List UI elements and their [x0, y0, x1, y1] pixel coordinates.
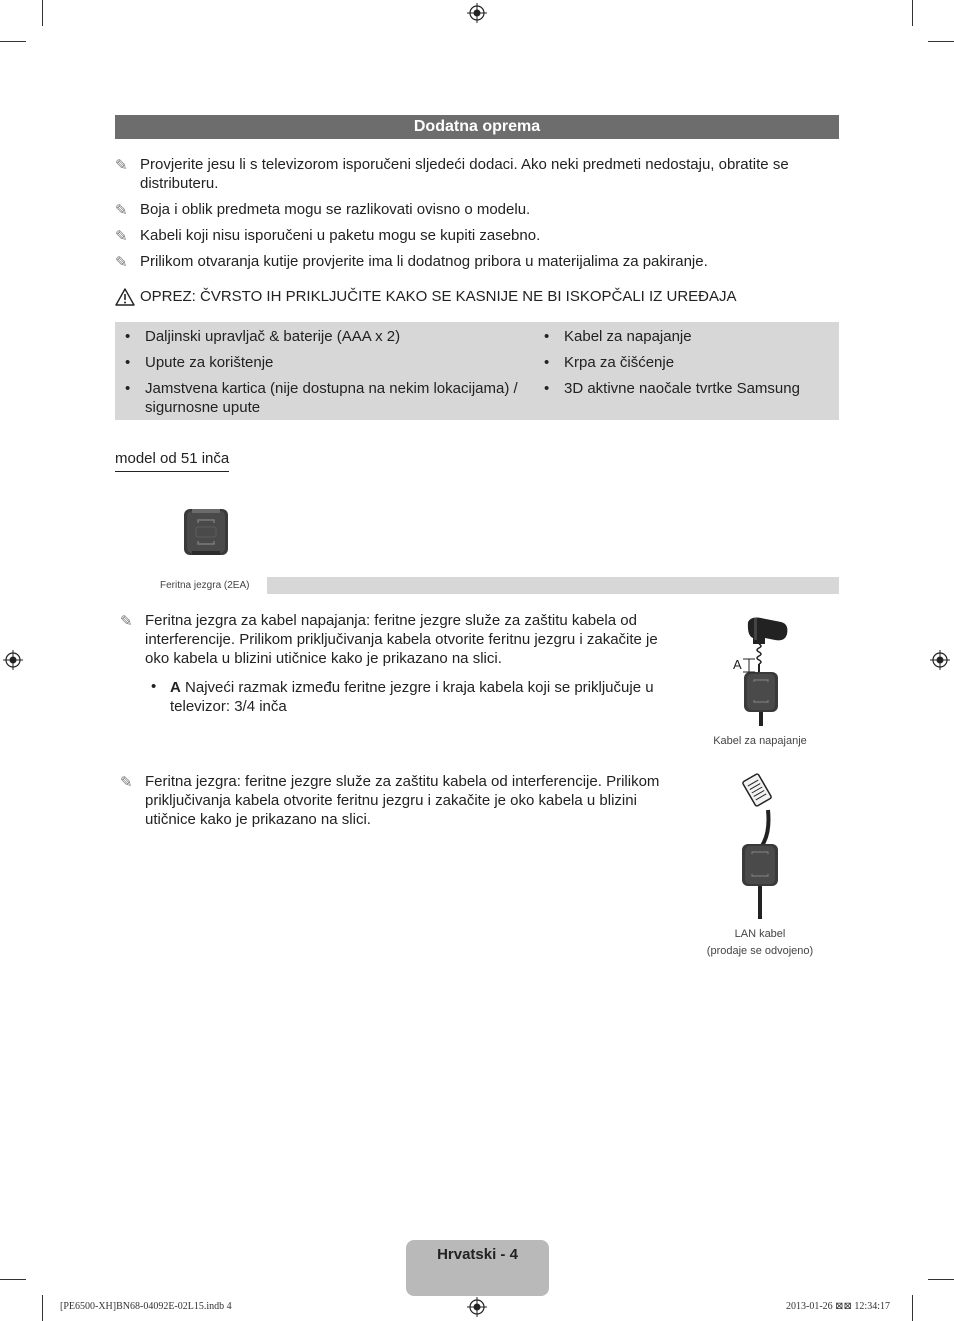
lan-cable-illustration	[730, 772, 790, 920]
note-item	[115, 155, 835, 195]
registration-mark-icon	[467, 3, 487, 23]
note-text: Provjerite jesu li s televizorom isporučeni sljedeći dodaci. Ako neki predmeti nedostaju, obratite se distributeru.	[140, 156, 789, 192]
bullet: •	[125, 380, 131, 397]
bullet: •	[125, 354, 131, 371]
print-slug-right: 2013-01-26 ⊠⊠ 12:34:17	[786, 1301, 890, 1312]
crop-mark	[928, 1279, 954, 1280]
accessory-label: Upute za korištenje	[145, 354, 274, 371]
bullet-letter: A	[170, 679, 181, 696]
note-item	[115, 226, 835, 246]
accessories-list	[115, 322, 839, 420]
bullet: •	[125, 328, 131, 345]
crop-mark	[928, 41, 954, 42]
note-item	[115, 252, 835, 272]
crop-mark	[0, 1279, 26, 1280]
power-cable-caption: Kabel za napajanje	[713, 735, 807, 747]
accessory-label: Daljinski upravljač & baterije (AAA x 2)	[145, 328, 401, 345]
registration-mark-icon	[467, 1297, 487, 1317]
lan-caption-line: LAN kabel	[734, 928, 786, 940]
accessory-label: Krpa za čišćenje	[564, 354, 675, 371]
pencil-note-icon: ✎	[115, 157, 128, 174]
section-title: Dodatna oprema	[115, 115, 839, 139]
lan-cable-note: Feritna jezgra: feritne jezgre služe za zaštitu kabela od interferencije. Prilikom priključivanja kabela otvorite feritnu jezgru i zakačite je oko kabela u blizini utičnice kako je prikazano na slici.	[145, 773, 660, 828]
lan-cable-caption	[690, 926, 830, 960]
bullet: •	[544, 380, 550, 397]
caution-text: OPREZ: ČVRSTO IH PRIKLJUČITE KAKO SE KASNIJE NE BI ISKOPČALI IZ UREĐAJA	[140, 288, 737, 305]
pencil-note-icon: ✎	[115, 254, 128, 271]
crop-mark	[912, 1295, 913, 1321]
power-cable-note: Feritna jezgra za kabel napajanja: feritne jezgre služe za zaštitu kabela od interferencije. Prilikom priključivanja kabela otvorite feritnu jezgru i zakačite je oko kabela u blizini utičnice kako je prikazano na slici.	[145, 612, 658, 667]
bullet: •	[544, 328, 550, 345]
pencil-note-icon: ✎	[115, 202, 128, 219]
pencil-note-icon: ✎	[115, 228, 128, 245]
accessory-label: Kabel za napajanje	[564, 328, 692, 345]
model-label: model od 51 inča	[115, 450, 229, 472]
crop-mark	[42, 1295, 43, 1321]
registration-mark-icon	[3, 650, 23, 670]
warning-triangle-icon	[115, 288, 135, 306]
crop-mark	[912, 0, 913, 26]
lan-caption-line: (prodaje se odvojeno)	[706, 945, 814, 957]
pencil-note-icon: ✎	[120, 774, 133, 791]
page-number: Hrvatski - 4	[437, 1246, 518, 1263]
bullet: •	[151, 678, 157, 695]
crop-mark	[42, 0, 43, 26]
accessory-label: 3D aktivne naočale tvrtke Samsung	[564, 380, 800, 397]
pencil-note-icon: ✎	[120, 613, 133, 630]
bullet-text: Najveći razmak između feritne jezgre i kraja kabela koji se priključuje u televizor: 3/4 inča	[170, 679, 654, 715]
caution-row	[115, 287, 835, 309]
note-text: Prilikom otvaranja kutije provjerite ima li dodatnog pribora u materijalima za pakiranje.	[140, 253, 708, 270]
note-text: Boja i oblik predmeta mogu se razlikovati ovisno o modelu.	[140, 201, 531, 218]
power-cable-bullet	[170, 678, 670, 716]
note-text: Kabeli koji nisu isporučeni u paketu mogu se kupiti zasebno.	[140, 227, 541, 244]
ferrite-core-icon	[182, 506, 230, 558]
ferrite-caption: Feritna jezgra (2EA)	[160, 580, 250, 591]
registration-mark-icon	[930, 650, 950, 670]
print-slug-left: [PE6500-XH]BN68-04092E-02L15.indb 4	[60, 1301, 232, 1312]
accessory-label: Jamstvena kartica (nije dostupna na nekim lokacijama) / sigurnosne upute	[145, 380, 518, 416]
dimension-label: A	[733, 657, 742, 672]
crop-mark	[0, 41, 26, 42]
note-item	[115, 200, 835, 220]
bullet: •	[544, 354, 550, 371]
